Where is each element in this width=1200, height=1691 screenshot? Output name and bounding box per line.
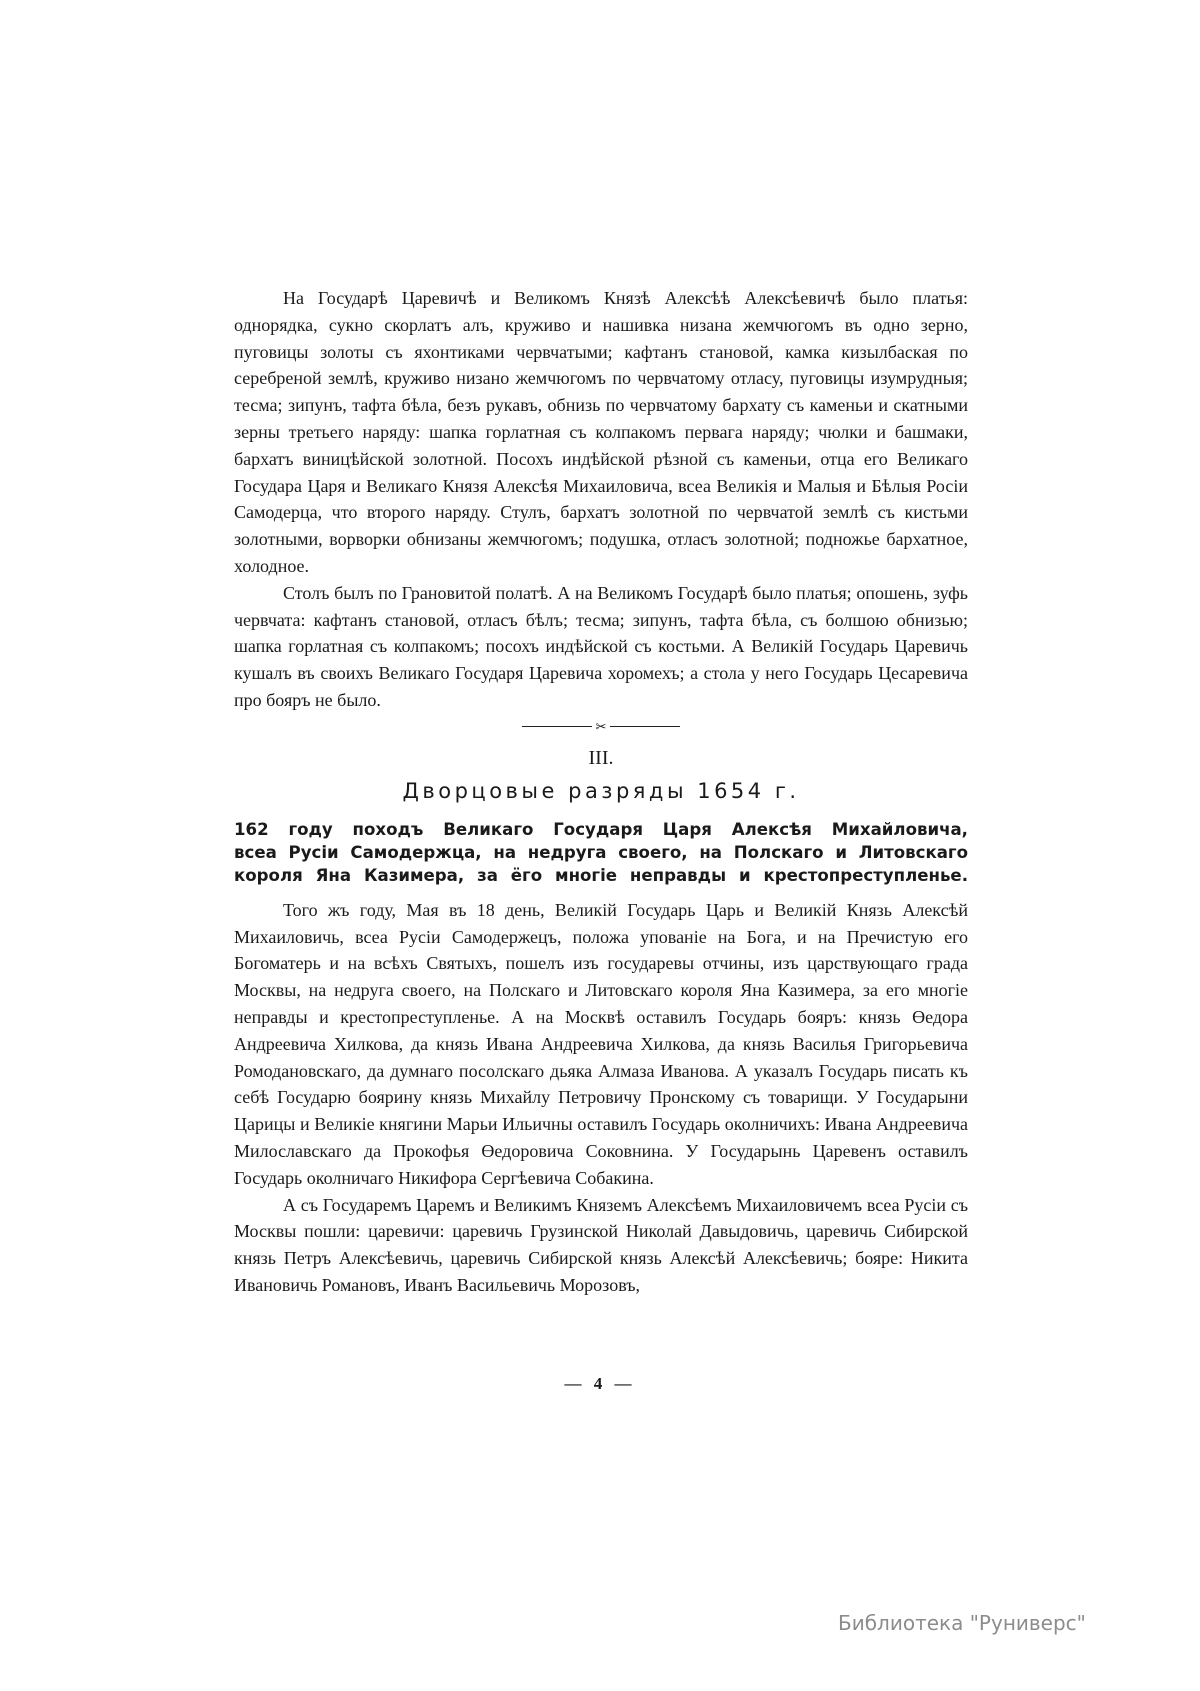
section-subtitle-line: 162 году походъ Великаго Государя Царя Алексѣя Михайловича,	[234, 819, 968, 839]
section-divider	[234, 720, 968, 734]
paragraph-table-description: Столъ былъ по Грановитой полатѣ. А на Великомъ Государѣ было платья; опошень, зуфь червчата: кафтанъ становой, отласъ бѣлъ; тесма; зипунъ, тафта бѣла, съ болшою обнизью; шапка горлатная съ колпакомъ; посохъ индѣйской съ костьми. А Великій Государь Царевичь кушалъ въ своихъ Великаго Государя Царевича хоромехъ; а стола у него Государь Цесаревича про бояръ не было.	[234, 582, 968, 710]
library-watermark: Библиотека "Руниверс"	[838, 1611, 1086, 1635]
divider-line-left	[522, 726, 592, 727]
paragraph-costume-description: На Государѣ Царевичѣ и Великомъ Князѣ Алексѣѣ Алексѣевичѣ было платья: однорядка, сукно скорлатъ алъ, круживо и нашивка низана жемчюгомъ въ одно зерно, пуговицы золоты съ яхонтиками червчатыми; кафтанъ становой, камка кизылбаская по серебреной землѣ, круживо низано жемчюгомъ по червчатому отласу, пуговицы изумрудныя; тесма; зипунъ, тафта бѣла, безъ рукавъ, обнизь по червчатому бархату съ каменьи и скатными зерны третьего наряду: шапка горлатная съ колпакомъ первага наряду; чюлки и башмаки, бархатъ виницѣйской золотной. Посохъ индѣйской рѣзной съ каменьи, отца его Великаго Государа Царя и Великаго Князя Алексѣя Михаиловича, всеа Великія и Малыя и Бѣлыя Росіи Самодерца, что второго наряду. Стулъ, бархатъ золотной по червчатой землѣ съ кистьми золотными, ворворки обнизаны жемчюгомъ; подушка, отласъ золотной; подножье бархатное, холодное.	[234, 288, 968, 576]
paragraph-campaign-retinue: А съ Государемъ Царемъ и Великимъ Княземъ Алексѣемъ Михаиловичемъ всеа Русіи съ Москвы пошли: царевичи: царевичь Грузинской Николай Давыдовичь, царевичь Сибирской князь Петръ Алексѣевичь, царевичь Сибирской князь Алексѣй Алексѣевичь; бояре: Никита Ивановичь Романовъ, Иванъ Васильевичь Морозовъ,	[234, 1194, 968, 1295]
section-title: Дворцовые разряды 1654 г.	[402, 778, 800, 803]
section-subtitle-line: короля Яна Казимера, за ёго многіе неправды и крестопреступленье.	[234, 865, 968, 885]
section-subtitle	[234, 818, 968, 887]
section-number: III.	[588, 746, 614, 769]
divider-ornament-icon: ✂	[595, 718, 607, 734]
page-number: — 4 —	[564, 1374, 636, 1393]
divider-line-right	[610, 726, 680, 727]
section-subtitle-line: всеа Русіи Самодержца, на недруга своего, на Полскаго и Литовскаго	[234, 842, 968, 862]
page-text-body	[234, 285, 968, 1299]
paragraph-campaign-start: Того жъ году, Мая въ 18 день, Великій Государь Царь и Великій Князь Алексѣй Михаиловичь, всеа Русіи Самодержецъ, положа упованіе на Бога, и на Пречистую его Богоматерь и на всѣхъ Святыхъ, пошелъ изъ государевы отчины, изъ царствующаго града Москвы, на недруга своего, на Полскаго и Литовскаго короля Яна Казимера, за его многіе неправды и крестопреступленье. А на Москвѣ оставилъ Государь бояръ: князь Өедора Андреевича Хилкова, да князь Ивана Андреевича Хилкова, да князь Василья Григорьевича Ромодановскаго, да думнаго посолскаго дьяка Алмаза Иванова. А указалъ Государь писать къ себѣ Государю боярину князь Михайлу Петровичу Пронскому съ товарищи. У Государыни Царицы и Великіе княгини Марьи Ильичны оставилъ Государь околничихъ: Ивана Андреевича Милославскаго да Прокофья Өедоровича Соковнина. У Государынь Царевенъ оставилъ Государь околничаго Никифора Сергѣевича Собакина.	[234, 899, 968, 1188]
